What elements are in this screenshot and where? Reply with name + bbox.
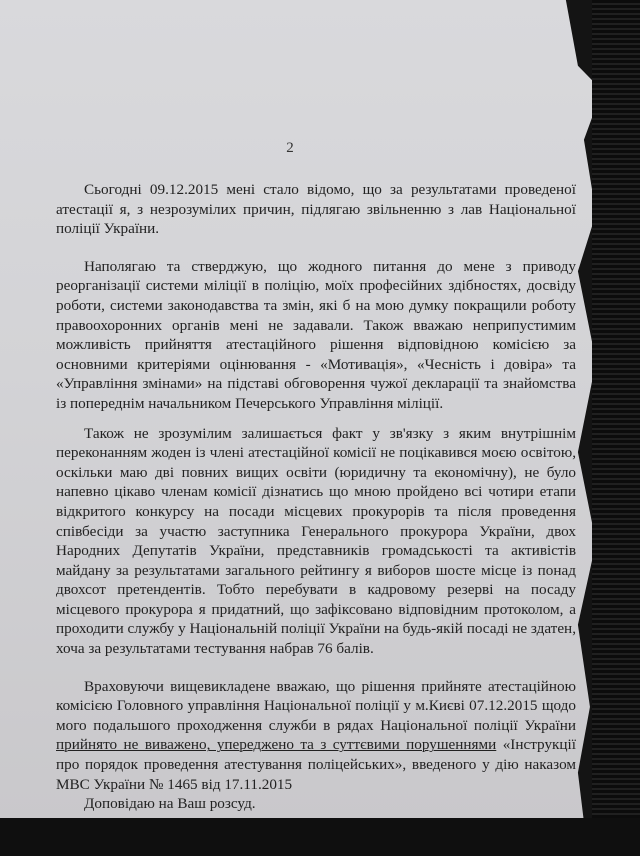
paragraph-4 [56, 677, 576, 795]
background-bottom [0, 818, 640, 856]
background-dark-edge [592, 0, 640, 856]
paragraph-3: Також не зрозумілим залишається факт у зв'язку з яким внутрішнім переконанням жоден із члені атестаційної комісії не поцікавився моєю освітою, оскільки маю дві повних вищих освіти (юридичну та економічну), не було напевно цікаво членам комісії дізнатись що мною пройдено всі чотири етапи відкритого конкурсу на посади місцевих прокурорів та після проведення співбесіди за участю заступника Генерального прокурора України, двох Народних Депутатів України, представників громадськості та активістів майдану за результатами загального рейтингу я виборов шосте місце із понад двохсот претендентів. Тобто перебувати в кадровому резерві на посаду місцевого прокурора я придатний, що зафіксовано відповідним протоколом, а проходити службу у Національній поліції України на будь-якій посаді не здатен, хоча за результатами тестування набрав 76 балів. [56, 424, 576, 658]
paragraph-4-underlined: прийнято не виважено, упереджено та з суттєвими порушеннями [56, 736, 497, 754]
paragraph-4-text-b: «Інструкції про порядок проведення атестування поліцейських», введеного у дію наказом МВС України № 1465 від 17.11.2015 [56, 736, 576, 793]
letter-body [56, 180, 576, 814]
closing-line: Доповідаю на Ваш розсуд. [84, 795, 256, 813]
paragraph-4-text-a: Враховуючи вищевикладене вважаю, що рішення прийняте атестаційною комісією Головного управління Національної поліції у м.Києві 07.12.2015 щодо мого подальшого проходження служби в рядах Національної поліції України [56, 677, 576, 734]
paragraph-2: Наполягаю та стверджую, що жодного питання до мене з приводу реорганізації системи міліції в поліцію, моїх професійних здібностях, досвіду роботи, системи законодавства та змін, які б на мою думку покращили роботу правоохоронних органів мені не задавали. Також вважаю неприпустимим можливість прийняття атестаційного рішення відповідною комісією за основними критеріями оцінювання - «Мотивація», «Чесність і довіра» та «Управління змінами» на підставі обговорення чужої декларації та знайомства із попереднім начальником Печерського Управління міліції. [56, 257, 576, 412]
paragraph-1: Сьогодні 09.12.2015 мені стало відомо, що за результатами проведеної атестації я, з незрозумілих причин, підлягаю звільненню з лав Національної поліції України. [56, 181, 576, 238]
page-number: 2 [286, 140, 294, 156]
